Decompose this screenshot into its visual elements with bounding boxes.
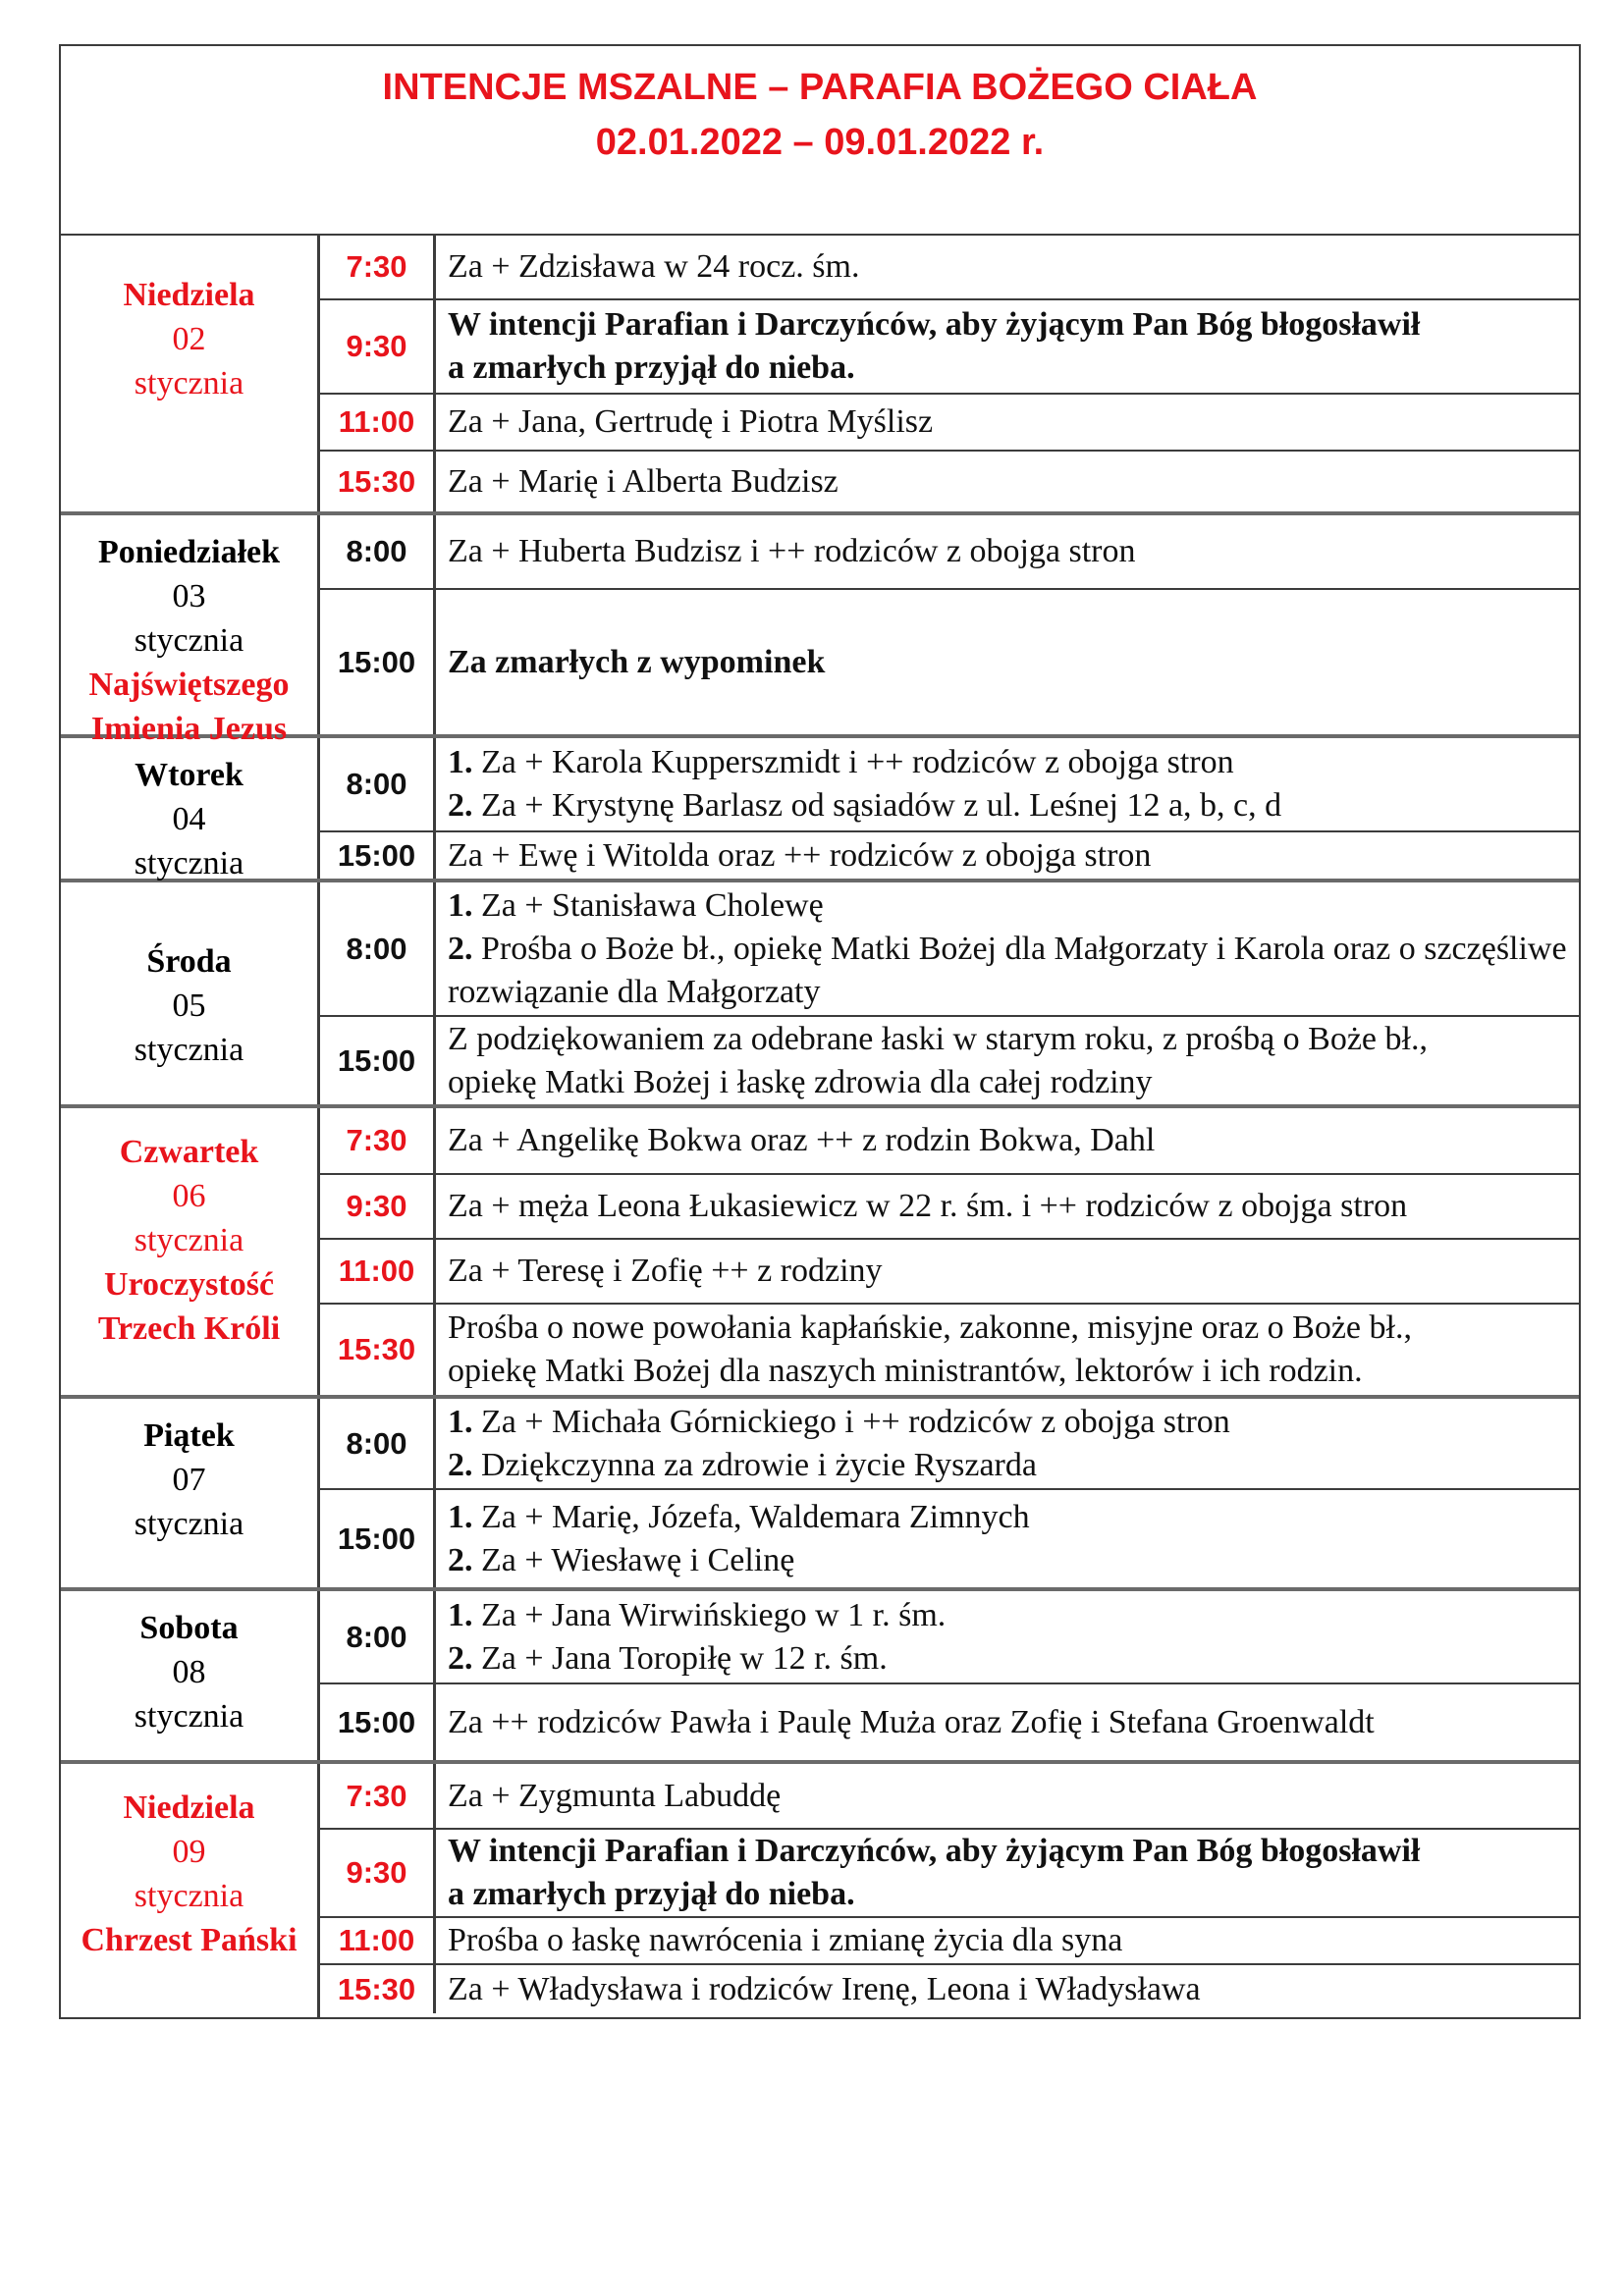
mass-row — [320, 1175, 1579, 1240]
mass-intention — [436, 1240, 1579, 1303]
mass-intention — [436, 1764, 1579, 1828]
mass-time: 11:00 — [320, 1240, 436, 1303]
day-month: stycznia — [134, 845, 244, 881]
feast-name: Uroczystość Trzech Króli — [97, 1266, 281, 1347]
day-date: 04 — [172, 801, 206, 837]
mass-row — [320, 1399, 1579, 1490]
day-month: stycznia — [134, 1698, 244, 1735]
mass-intention — [436, 1017, 1579, 1104]
day-date: 09 — [172, 1834, 206, 1870]
day-row — [61, 738, 1579, 882]
item-number: 2. — [448, 787, 473, 824]
intention-line: Z podziękowaniem za odebrane łaski w starym roku, z prośbą o Boże bł., — [448, 1020, 1428, 1057]
mass-intention — [436, 1918, 1579, 1963]
item-text: Za + Jana Wirwińskiego w 1 r. śm. — [481, 1596, 947, 1633]
mass-intention — [436, 395, 1579, 450]
mass-intention — [436, 1830, 1579, 1916]
intention-item — [448, 1401, 1569, 1444]
mass-row — [320, 236, 1579, 300]
day-name: Niedziela — [123, 1789, 255, 1826]
mass-intention — [436, 590, 1579, 734]
mass-intention — [436, 452, 1579, 511]
mass-time: 11:00 — [320, 1918, 436, 1963]
mass-row — [320, 1490, 1579, 1587]
intention-line: Za + Angelikę Bokwa oraz ++ z rodzin Bokwa, Dahl — [448, 1122, 1156, 1158]
intention-line: Za + Jana, Gertrudę i Piotra Myślisz — [448, 403, 934, 440]
feast-name: Najświętszego Imienia Jezus — [88, 667, 290, 747]
mass-time: 15:30 — [320, 452, 436, 511]
mass-row — [320, 1305, 1579, 1395]
day-month: stycznia — [134, 1222, 244, 1258]
mass-intention — [436, 1684, 1579, 1760]
mass-intention — [436, 738, 1579, 830]
intention-line: Za + Ewę i Witolda oraz ++ rodziców z obojga stron — [448, 836, 1152, 874]
mass-list — [320, 236, 1579, 511]
day-label — [61, 515, 320, 747]
mass-row — [320, 738, 1579, 832]
mass-time: 8:00 — [320, 1591, 436, 1682]
day-date: 08 — [172, 1654, 206, 1690]
mass-time: 15:30 — [320, 1305, 436, 1395]
day-name: Środa — [146, 943, 232, 980]
intention-item — [448, 884, 1569, 928]
intention-item — [448, 1539, 1569, 1582]
intention-line: opiekę Matki Bożej i łaskę zdrowia dla całej rodziny — [448, 1063, 1153, 1100]
day-name: Czwartek — [119, 1134, 259, 1170]
day-label — [61, 1108, 320, 1395]
intention-line: Za + Władysława i rodziców Irenę, Leona i Władysława — [448, 1970, 1201, 2007]
day-month: stycznia — [134, 622, 244, 659]
mass-time: 8:00 — [320, 515, 436, 588]
item-text: Za + Marię, Józefa, Waldemara Zimnych — [481, 1498, 1030, 1535]
mass-list — [320, 1764, 1579, 2017]
item-text: Za + Stanisława Cholewę — [481, 886, 824, 924]
mass-time: 9:30 — [320, 1175, 436, 1238]
day-date: 06 — [172, 1178, 206, 1214]
day-name: Niedziela — [123, 277, 255, 313]
mass-time: 15:30 — [320, 1965, 436, 2013]
item-text: Za + Krystynę Barlasz od sąsiadów z ul. Leśnej 12 a, b, c, d — [481, 787, 1282, 824]
intention-line: a zmarłych przyjął do nieba. — [448, 349, 855, 386]
mass-row — [320, 1591, 1579, 1684]
intention-item — [448, 741, 1569, 784]
mass-intention — [436, 1108, 1579, 1173]
days-container — [61, 236, 1579, 2017]
intention-line: W intencji Parafian i Darczyńców, aby żyjącym Pan Bóg błogosławił — [448, 1833, 1421, 1869]
day-month: stycznia — [134, 365, 244, 401]
mass-time: 9:30 — [320, 1830, 436, 1916]
mass-intention — [436, 1399, 1579, 1488]
item-number: 1. — [448, 1498, 473, 1535]
day-date: 05 — [172, 988, 206, 1024]
mass-row — [320, 1918, 1579, 1965]
mass-intention — [436, 882, 1579, 1015]
intention-line: Za + męża Leona Łukasiewicz w 22 r. śm. i ++ rodziców z obojga stron — [448, 1188, 1408, 1224]
mass-row — [320, 1108, 1579, 1175]
mass-row — [320, 452, 1579, 511]
item-text: Za + Jana Toropiłę w 12 r. śm. — [481, 1639, 888, 1677]
day-row — [61, 882, 1579, 1108]
day-row — [61, 515, 1579, 747]
intention-line: Za + Huberta Budzisz i ++ rodziców z obojga stron — [448, 533, 1136, 569]
item-text: Za + Michała Górnickiego i ++ rodziców z obojga stron — [481, 1403, 1230, 1440]
day-row — [61, 1764, 1579, 2017]
intention-line: Prośba o łaskę nawrócenia i zmianę życia dla syna — [448, 1922, 1123, 1958]
intention-line: Za + Marię i Alberta Budzisz — [448, 462, 839, 500]
mass-row — [320, 1240, 1579, 1305]
mass-row — [320, 515, 1579, 590]
day-label — [61, 236, 320, 511]
item-number: 2. — [448, 1446, 473, 1483]
day-name: Piątek — [143, 1417, 235, 1454]
intention-line: Za zmarłych z wypominek — [448, 643, 826, 680]
mass-list — [320, 1591, 1579, 1760]
intention-line: Prośba o nowe powołania kapłańskie, zakonne, misyjne oraz o Boże bł., — [448, 1309, 1412, 1346]
intention-item — [448, 1594, 1569, 1637]
mass-row — [320, 832, 1579, 879]
day-name: Wtorek — [135, 757, 244, 793]
mass-list — [320, 1399, 1579, 1587]
mass-time: 15:00 — [320, 590, 436, 734]
mass-intention — [436, 1490, 1579, 1587]
mass-list — [320, 1108, 1579, 1395]
mass-list — [320, 882, 1579, 1104]
intention-line: opiekę Matki Bożej dla naszych ministrantów, lektorów i ich rodzin. — [448, 1353, 1363, 1389]
day-row — [61, 1399, 1579, 1591]
day-month: stycznia — [134, 1032, 244, 1068]
mass-row — [320, 300, 1579, 395]
mass-time: 9:30 — [320, 300, 436, 393]
item-number: 2. — [448, 930, 473, 967]
day-label — [61, 1591, 320, 1760]
item-text: Dziękczynna za zdrowie i życie Ryszarda — [481, 1446, 1037, 1483]
intention-line: Za + Zygmunta Labuddę — [448, 1777, 782, 1814]
day-row — [61, 1108, 1579, 1399]
item-number: 2. — [448, 1639, 473, 1677]
date-range: 02.01.2022 – 09.01.2022 r. — [595, 122, 1045, 163]
intention-item — [448, 784, 1569, 828]
mass-row — [320, 1684, 1579, 1760]
item-number: 1. — [448, 1596, 473, 1633]
item-number: 1. — [448, 744, 473, 780]
mass-row — [320, 395, 1579, 452]
mass-intention — [436, 1305, 1579, 1395]
mass-list — [320, 738, 1579, 879]
item-text: Za + Wiesławę i Celinę — [481, 1541, 795, 1578]
intention-line: a zmarłych przyjął do nieba. — [448, 1876, 855, 1912]
mass-row — [320, 1764, 1579, 1830]
mass-intention — [436, 300, 1579, 393]
intention-item — [448, 928, 1569, 1014]
day-date: 03 — [172, 578, 206, 614]
item-number: 2. — [448, 1541, 473, 1578]
day-label — [61, 1399, 320, 1587]
page-title: INTENCJE MSZALNE – PARAFIA BOŻEGO CIAŁA — [382, 67, 1258, 108]
mass-time: 15:00 — [320, 1017, 436, 1104]
mass-row — [320, 1965, 1579, 2013]
mass-row — [320, 1830, 1579, 1918]
intention-line: Za + Teresę i Zofię ++ z rodziny — [448, 1253, 883, 1289]
day-date: 07 — [172, 1462, 206, 1498]
mass-time: 7:30 — [320, 236, 436, 298]
mass-time: 15:00 — [320, 832, 436, 879]
day-name: Sobota — [139, 1610, 239, 1646]
mass-time: 8:00 — [320, 738, 436, 830]
intention-line: Za ++ rodziców Pawła i Paulę Muża oraz Zofię i Stefana Groenwaldt — [448, 1703, 1375, 1740]
intention-item — [448, 1444, 1569, 1487]
intention-line: Za + Zdzisława w 24 rocz. śm. — [448, 248, 860, 285]
mass-row — [320, 882, 1579, 1017]
mass-intention — [436, 236, 1579, 298]
day-row — [61, 1591, 1579, 1764]
intentions-table — [59, 44, 1581, 2019]
mass-time: 8:00 — [320, 1399, 436, 1488]
item-text: Prośba o Boże bł., opiekę Matki Bożej dla Małgorzaty i Karola oraz o szczęśliwe rozwiązanie dla Małgorzaty — [448, 930, 1567, 1010]
mass-time: 7:30 — [320, 1108, 436, 1173]
mass-intention — [436, 1965, 1579, 2013]
mass-time: 7:30 — [320, 1764, 436, 1828]
intention-item — [448, 1496, 1569, 1539]
day-date: 02 — [172, 321, 206, 357]
day-month: stycznia — [134, 1506, 244, 1542]
mass-time: 15:00 — [320, 1490, 436, 1587]
mass-intention — [436, 1591, 1579, 1682]
item-number: 1. — [448, 1403, 473, 1440]
mass-list — [320, 515, 1579, 734]
day-month: stycznia — [134, 1878, 244, 1914]
item-number: 1. — [448, 886, 473, 924]
day-label — [61, 738, 320, 879]
feast-name: Chrzest Pański — [81, 1922, 298, 1958]
mass-intention — [436, 515, 1579, 588]
day-name: Poniedziałek — [97, 534, 281, 570]
day-label — [61, 1764, 320, 2017]
mass-row — [320, 590, 1579, 734]
intention-line: W intencji Parafian i Darczyńców, aby żyjącym Pan Bóg błogosławił — [448, 306, 1421, 343]
day-row — [61, 236, 1579, 515]
item-text: Za + Karola Kupperszmidt i ++ rodziców z obojga stron — [481, 744, 1234, 780]
mass-row — [320, 1017, 1579, 1104]
mass-time: 11:00 — [320, 395, 436, 450]
mass-time: 8:00 — [320, 882, 436, 1015]
mass-intention — [436, 1175, 1579, 1238]
table-header — [61, 46, 1579, 236]
intention-item — [448, 1637, 1569, 1681]
day-label — [61, 882, 320, 1104]
mass-intention — [436, 832, 1579, 879]
mass-time: 15:00 — [320, 1684, 436, 1760]
